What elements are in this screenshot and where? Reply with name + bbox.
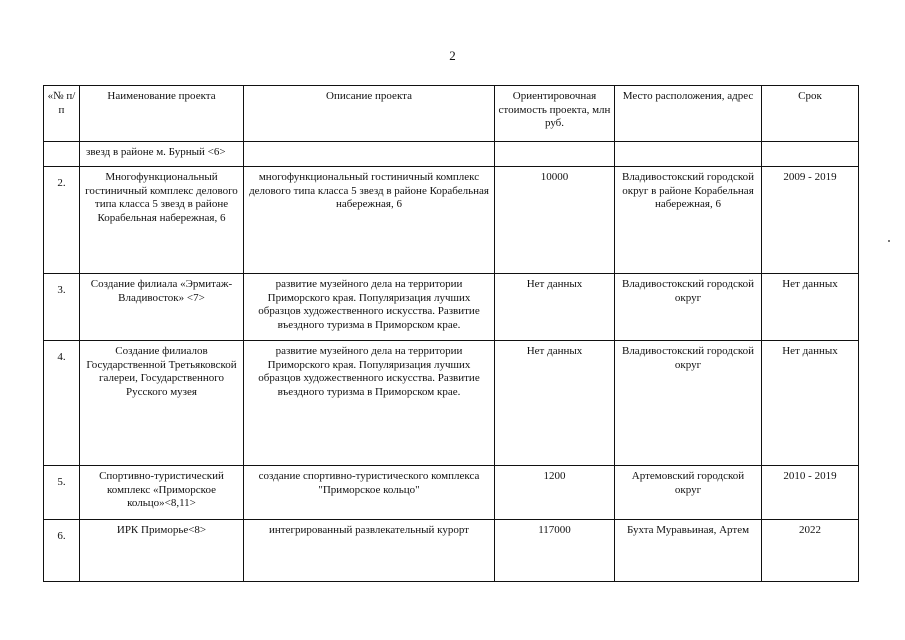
continuation-cost <box>495 142 615 167</box>
table-row <box>44 466 859 520</box>
row-num: 2. <box>44 167 80 274</box>
row-cost: 117000 <box>495 520 615 582</box>
row-location: Владивостокский городской округ в районе Корабельная набережная, 6 <box>615 167 762 274</box>
header-row <box>44 86 859 142</box>
row-description: развитие музейного дела на территории Приморского края. Популяризация лучших образцов художественного искусства. Развитие въездного туризма в Приморском крае. <box>244 341 495 466</box>
table-row <box>44 520 859 582</box>
page-number: 2 <box>449 48 456 63</box>
continuation-name: звезд в районе м. Бурный <6> <box>80 142 244 167</box>
table-row <box>44 167 859 274</box>
projects-table <box>43 85 859 582</box>
row-num: 4. <box>44 341 80 466</box>
row-name: ИРК Приморье<8> <box>80 520 244 582</box>
row-num: 5. <box>44 466 80 520</box>
row-num: 3. <box>44 274 80 341</box>
row-term: Нет данных <box>762 274 859 341</box>
row-cost: Нет данных <box>495 341 615 466</box>
continuation-row <box>44 142 859 167</box>
row-name: Создание филиала «Эрмитаж-Владивосток» <7> <box>80 274 244 341</box>
header-location: Место расположения, адрес <box>615 86 762 142</box>
header-num: «№ п/п <box>44 86 80 142</box>
row-name: Многофункциональный гостиничный комплекс делового типа класса 5 звезд в районе Корабельная набережная, 6 <box>80 167 244 274</box>
row-location: Владивостокский городской округ <box>615 274 762 341</box>
row-description: многофункциональный гостиничный комплекс делового типа класса 5 звезд в районе Корабельная набережная, 6 <box>244 167 495 274</box>
row-location: Владивостокский городской округ <box>615 341 762 466</box>
row-name: Спортивно-туристический комплекс «Приморское кольцо»<8,11> <box>80 466 244 520</box>
continuation-description <box>244 142 495 167</box>
row-name: Создание филиалов Государственной Третьяковской галереи, Государственного Русского музея <box>80 341 244 466</box>
continuation-num <box>44 142 80 167</box>
row-description: развитие музейного дела на территории Приморского края. Популяризация лучших образцов художественного искусства. Развитие въездного туризма в Приморском крае. <box>244 274 495 341</box>
row-location: Артемовский городской округ <box>615 466 762 520</box>
row-cost: 10000 <box>495 167 615 274</box>
table-row <box>44 274 859 341</box>
header-name: Наименование проекта <box>80 86 244 142</box>
row-term: Нет данных <box>762 341 859 466</box>
row-location: Бухта Муравьиная, Артем <box>615 520 762 582</box>
row-term: 2022 <box>762 520 859 582</box>
row-description: создание спортивно-туристического комплекса "Приморское кольцо" <box>244 466 495 520</box>
row-num: 6. <box>44 520 80 582</box>
header-cost: Ориентировочная стоимость проекта, млн руб. <box>495 86 615 142</box>
row-cost: 1200 <box>495 466 615 520</box>
continuation-location <box>615 142 762 167</box>
row-description: интегрированный развлекательный курорт <box>244 520 495 582</box>
scan-speck <box>888 240 890 242</box>
header-term: Срок <box>762 86 859 142</box>
continuation-term <box>762 142 859 167</box>
row-term: 2009 - 2019 <box>762 167 859 274</box>
row-term: 2010 - 2019 <box>762 466 859 520</box>
table-row <box>44 341 859 466</box>
row-cost: Нет данных <box>495 274 615 341</box>
header-description: Описание проекта <box>244 86 495 142</box>
